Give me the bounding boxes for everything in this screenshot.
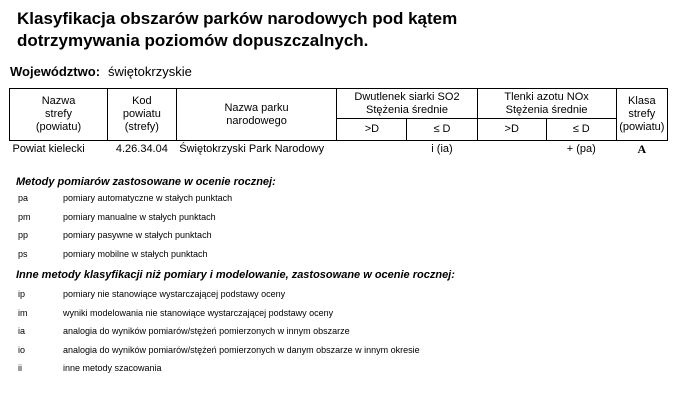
header-so2-le-d: ≤ D (407, 119, 477, 141)
header-class: Klasa strefy (powiatu) (616, 89, 667, 141)
cell-park: Świętokrzyski Park Narodowy (179, 142, 325, 155)
voivodeship-value: świętokrzyskie (108, 64, 192, 79)
cell-nox-gt (477, 141, 546, 158)
list-item: pm pomiary manualne w stałych punktach (18, 211, 216, 222)
other-methods-heading: Inne metody klasyfikacji niż pomiary i modelowanie, zastosowane w ocenie rocznej: (16, 269, 455, 281)
list-item: ip pomiary nie stanowiące wystarczającej podstawy oceny (18, 289, 286, 299)
list-item: ps pomiary mobilne w stałych punktach (18, 248, 208, 259)
title-line-2: dotrzymywania poziomów dopuszczalnych. (17, 31, 369, 50)
list-item: ia analogia do wyników pomiarów/stężeń pomierzonych w innym obszarze (18, 326, 350, 336)
other-methods-list (18, 289, 420, 382)
header-park-name: Nazwa parku narodowego (176, 89, 337, 141)
list-item: io analogia do wyników pomiarów/stężeń pomierzonych w danym obszarze w innym okresie (18, 344, 420, 355)
voivodeship-line (10, 64, 192, 79)
cell-zone: Powiat kielecki (12, 142, 85, 155)
document-title (17, 8, 457, 52)
header-nox: Tlenki azotu NOx Stężenia średnie (477, 89, 616, 119)
methods-heading: Metody pomiarów zastosowane w ocenie rocznej: (16, 176, 276, 188)
title-line-1: Klasyfikacja obszarów parków narodowych pod kątem (17, 9, 458, 28)
table-row (10, 141, 668, 158)
list-item: ii inne metody szacowania (18, 363, 162, 373)
methods-list (18, 193, 232, 267)
list-item: pp pomiary pasywne w stałych punktach (18, 230, 212, 240)
header-nox-le-d: ≤ D (546, 119, 616, 141)
voivodeship-label: Województwo: (10, 64, 101, 79)
classification-table (9, 88, 668, 157)
cell-so2-le: i (ia) (431, 142, 453, 155)
cell-so2-gt (337, 141, 407, 158)
cell-code: 4.26.34.04 (115, 142, 168, 155)
header-zone-name: Nazwa strefy (powiatu) (10, 89, 108, 141)
header-so2: Dwutlenek siarki SO2 Stężenia średnie (337, 89, 477, 119)
header-so2-gt-d: >D (337, 119, 407, 141)
cell-class: A (637, 141, 647, 156)
header-nox-gt-d: >D (477, 119, 546, 141)
list-item: im wyniki modelowania nie stanowiące wystarczającej podstawy oceny (18, 307, 334, 318)
header-code: Kod powiatu (strefy) (108, 89, 177, 141)
list-item: pa pomiary automatyczne w stałych punktach (18, 193, 233, 203)
cell-nox-le: + (pa) (566, 142, 596, 155)
